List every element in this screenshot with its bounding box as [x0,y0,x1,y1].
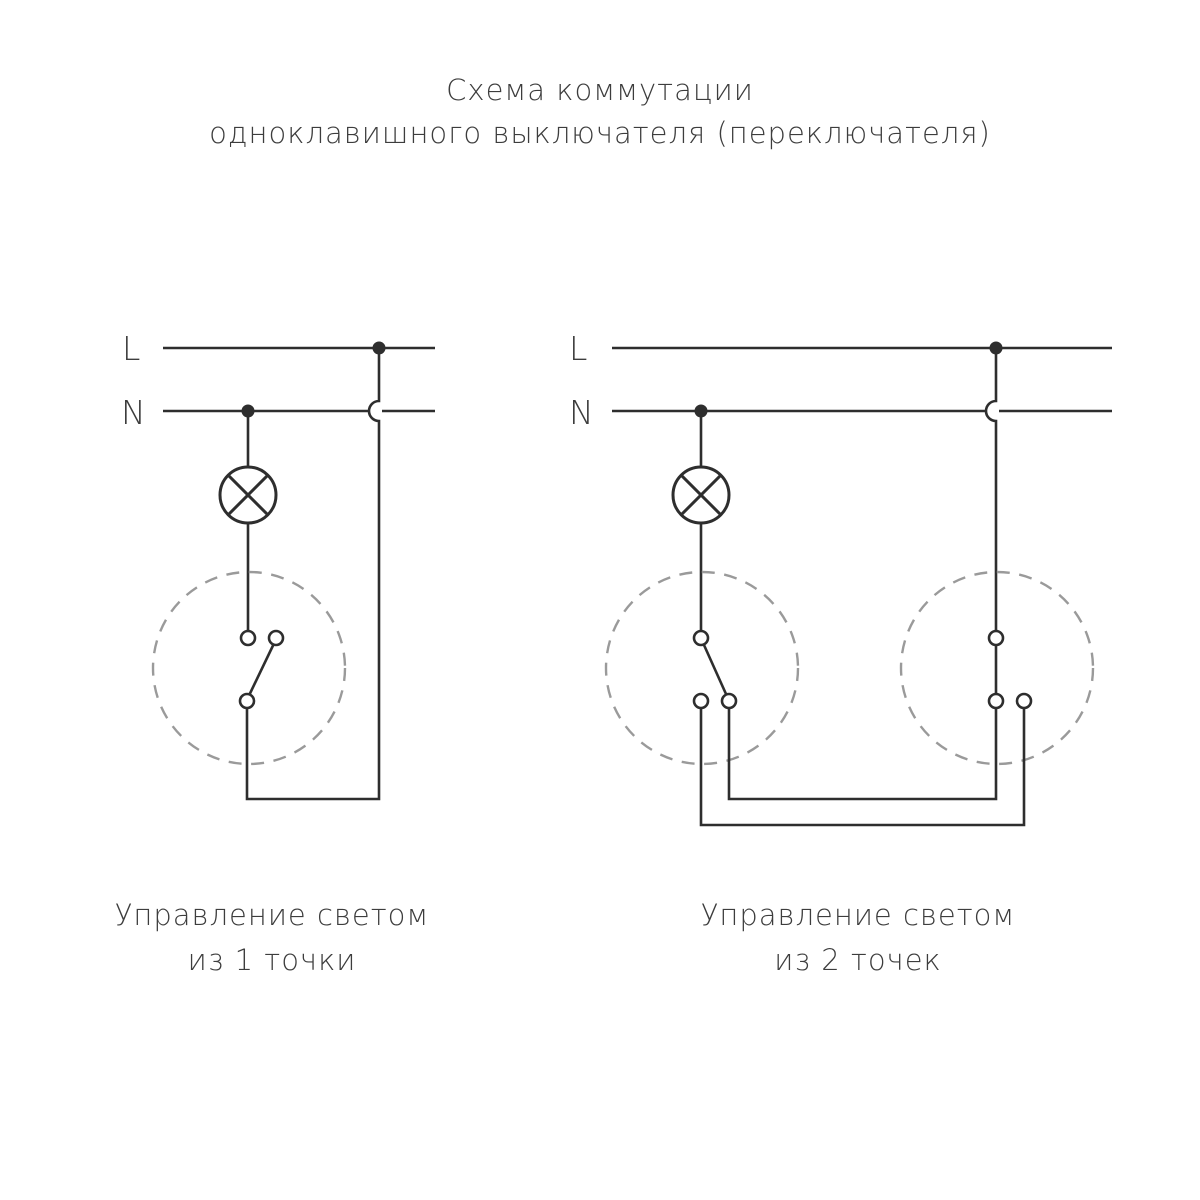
left-neutral-wire-label: N [121,393,146,432]
right-live-wire-label: L [569,329,588,368]
left-circuit [121,329,435,799]
right-diagram-caption [658,893,1058,983]
traveller-wire-outer [701,708,1024,825]
right-switch-1-icon [694,631,736,708]
right-live-drop-wire [986,348,996,631]
left-caption-line-1: Управление светом [114,898,430,932]
right-circuit [569,329,1112,825]
left-caption-line-2: из 1 точки [187,943,357,977]
left-switch-icon [240,631,283,708]
switch-terminal [694,694,708,708]
switch-terminal [722,694,736,708]
switch-terminal [989,694,1003,708]
switch-lever [250,645,274,695]
switch-terminal [241,631,255,645]
left-live-drop-and-return-wire [247,348,379,799]
right-neutral-wire-label: N [569,393,594,432]
switch-terminal [240,694,254,708]
right-caption-line-2: из 2 точек [774,943,942,977]
page-title-line-2: одноклавишного выключателя (переключателя) [209,116,991,150]
switch-terminal [694,631,708,645]
switch-lever [704,645,726,694]
right-switch-2-icon [989,631,1031,708]
left-live-wire-label: L [122,329,141,368]
left-lamp-icon [220,467,276,523]
left-diagram-caption [72,893,472,983]
switch-terminal [989,631,1003,645]
right-caption-line-1: Управление светом [700,898,1016,932]
switch-terminal [1017,694,1031,708]
switch-terminal [269,631,283,645]
page-title-line-1: Схема коммутации [446,73,754,107]
right-lamp-icon [673,467,729,523]
